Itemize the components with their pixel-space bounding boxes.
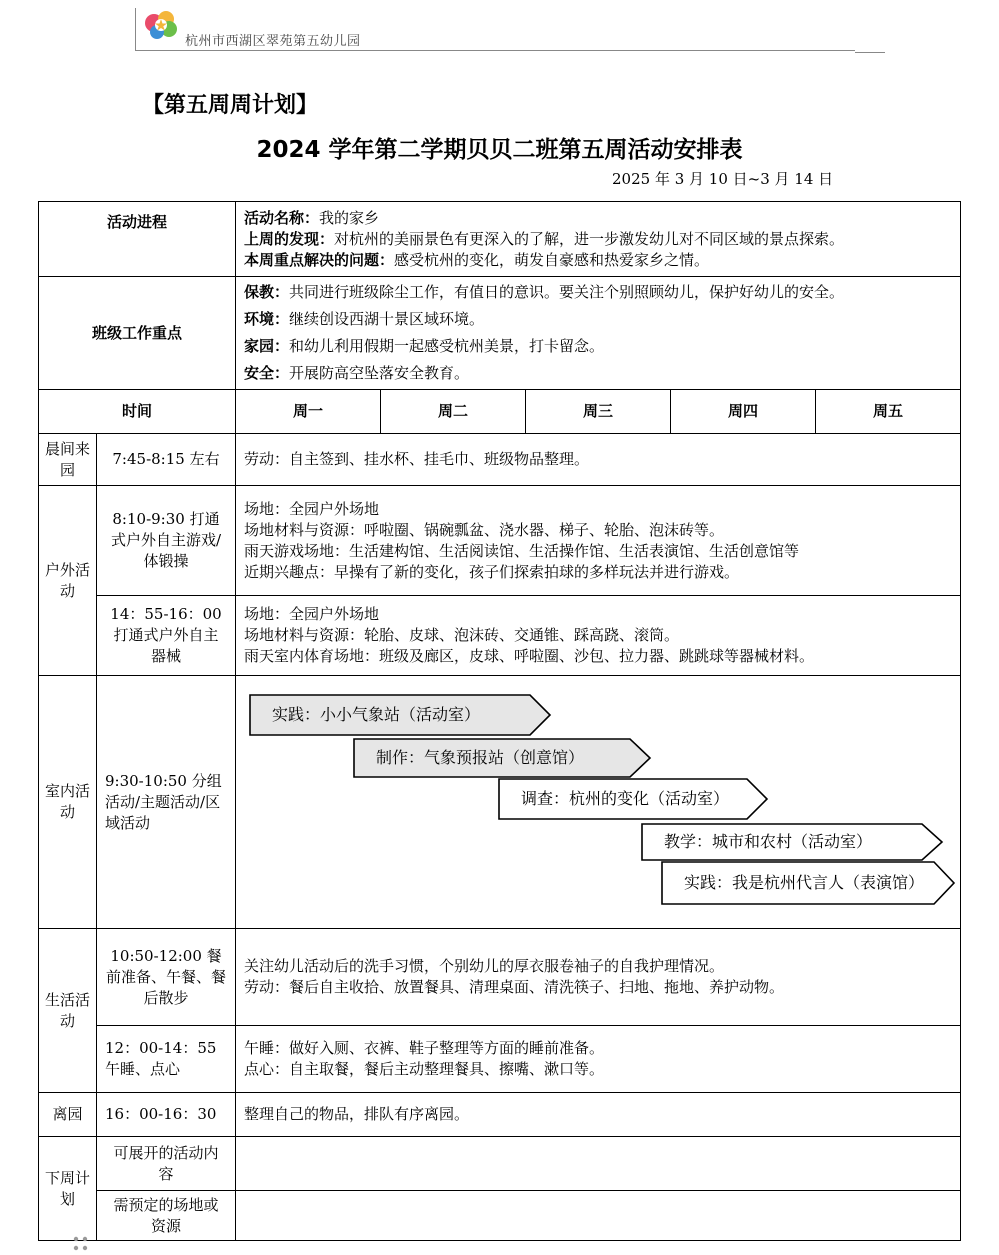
focus-key-safety: 安全： (244, 364, 290, 382)
leave-time: 16：00-16：30 (97, 1093, 236, 1137)
outdoor-line: 雨天室内体育场地：班级及廊区，皮球、呼啦圈、沙包、拉力器、跳跳球等器械材料。 (244, 647, 815, 665)
corner-dots-icon (73, 1236, 93, 1254)
work-focus-label: 班级工作重点 (39, 277, 236, 390)
activity-arrow-label-2: 制作：气象预报站（创意馆） (376, 748, 585, 767)
day-wed: 周三 (526, 390, 671, 434)
next-label-2: 需预定的场地或资源 (97, 1191, 236, 1241)
day-tue: 周二 (381, 390, 526, 434)
focus-problem-key: 本周重点解决的问题： (244, 250, 395, 269)
activity-arrow-flow (236, 677, 960, 927)
outdoor-content-1 (236, 486, 961, 596)
morning-cat: 晨间来园 (39, 434, 97, 486)
outdoor-line: 场地材料与资源：轮胎、皮球、泡沫砖、交通锥、踩高跷、滚筒。 (244, 626, 680, 644)
outdoor-line: 雨天游戏场地：生活建构馆、生活阅读馆、生活操作馆、生活表演馆、生活创意馆等 (244, 541, 800, 560)
activity-arrow-label-4: 教学：城市和农村（活动室） (664, 832, 873, 851)
indoor-row (39, 676, 961, 929)
outdoor-line: 场地：全园户外场地 (244, 605, 380, 623)
focus-key-home: 家园： (244, 337, 290, 355)
schedule-table (38, 201, 961, 1241)
focus-key-env: 环境： (244, 310, 290, 328)
school-name: 杭州市西湖区翠苑第五幼儿园 (185, 34, 361, 49)
life-cat: 生活活动 (39, 929, 97, 1093)
day-mon: 周一 (236, 390, 381, 434)
life-content-2 (236, 1026, 961, 1093)
outdoor-cat: 户外活动 (39, 486, 97, 676)
day-thu: 周四 (671, 390, 816, 434)
focus-value-home: 和幼儿利用假期一起感受杭州美景，打卡留念。 (289, 337, 605, 355)
focus-value-safety: 开展防高空坠落安全教育。 (289, 364, 470, 382)
outdoor-line: 近期兴趣点：早操有了新的变化，孩子们探索拍球的多样玩法并进行游戏。 (244, 562, 740, 581)
next-content-1 (236, 1137, 961, 1191)
next-content-2 (236, 1191, 961, 1241)
progress-content (236, 202, 961, 277)
morning-row (39, 434, 961, 486)
time-header: 时间 (39, 390, 236, 434)
leave-cat: 离园 (39, 1093, 97, 1137)
indoor-arrows-cell (236, 676, 961, 929)
life-content-1 (236, 929, 961, 1026)
activity-name-value: 我的家乡 (319, 208, 380, 227)
focus-value-env: 继续创设西湖十景区域环境。 (289, 310, 485, 328)
next-cat: 下周计划 (39, 1137, 97, 1241)
activity-name-key: 活动名称： (244, 208, 320, 227)
last-week-key: 上周的发现： (244, 229, 335, 248)
progress-label: 活动进程 (39, 202, 236, 277)
life-line: 点心：自主取餐，餐后主动整理餐具、擦嘴、漱口等。 (244, 1060, 605, 1078)
days-header-row (39, 390, 961, 434)
outdoor-time-2: 14：55-16：00 打通式户外自主器械 (97, 596, 236, 676)
outdoor-line: 场地：全园户外场地 (244, 499, 380, 518)
last-week-value: 对杭州的美丽景色有更深入的了解，进一步激发幼儿对不同区域的景点探索。 (334, 229, 845, 248)
page-title: 2024 学年第二学期贝贝二班第五周活动安排表 (256, 137, 743, 163)
life-line: 关注幼儿活动后的洗手习惯，个别幼儿的厚衣服卷袖子的自我护理情况。 (244, 957, 725, 975)
work-focus-row (39, 277, 961, 390)
next-row-1 (39, 1137, 961, 1191)
next-label-1: 可展开的活动内容 (97, 1137, 236, 1191)
indoor-cat: 室内活动 (39, 676, 97, 929)
morning-content: 劳动：自主签到、挂水杯、挂毛巾、班级物品整理。 (236, 434, 961, 486)
leave-content: 整理自己的物品，排队有序离园。 (236, 1093, 961, 1137)
life-line: 劳动：餐后自主收拾、放置餐具、清理桌面、清洗筷子、扫地、拖地、养护动物。 (244, 978, 785, 996)
life-row-2 (39, 1026, 961, 1093)
life-time-2: 12：00-14：55 午睡、点心 (97, 1026, 236, 1093)
morning-time: 7:45-8:15 左右 (97, 434, 236, 486)
focus-key-care: 保教： (244, 283, 290, 301)
outdoor-row-2 (39, 596, 961, 676)
outdoor-line: 场地材料与资源：呼啦圈、锅碗瓢盆、浇水器、梯子、轮胎、泡沫砖等。 (244, 520, 725, 539)
life-time-1: 10:50-12:00 餐前准备、午餐、餐后散步 (97, 929, 236, 1026)
focus-value-care: 共同进行班级除尘工作，有值日的意识。要关注个别照顾幼儿，保护好幼儿的安全。 (289, 283, 845, 301)
activity-arrow-label-5: 实践：我是杭州代言人（表演馆） (684, 873, 925, 892)
week-tag: 【第五周周计划】 (142, 93, 319, 118)
day-fri: 周五 (816, 390, 961, 434)
life-row-1 (39, 929, 961, 1026)
next-row-2 (39, 1191, 961, 1241)
school-logo-icon (142, 9, 180, 41)
date-range: 2025 年 3 月 10 日~3 月 14 日 (612, 170, 834, 188)
outdoor-content-2 (236, 596, 961, 676)
activity-arrow-label-3: 调查：杭州的变化（活动室） (521, 789, 730, 808)
activity-arrow-label-1: 实践：小小气象站（活动室） (272, 705, 481, 724)
outdoor-time-1: 8:10-9:30 打通式户外自主游戏/体锻操 (97, 486, 236, 596)
life-line: 午睡：做好入厕、衣裤、鞋子整理等方面的睡前准备。 (244, 1039, 605, 1057)
work-focus-content (236, 277, 961, 390)
progress-row (39, 202, 961, 277)
leave-row (39, 1093, 961, 1137)
indoor-time: 9:30-10:50 分组活动/主题活动/区域活动 (97, 676, 236, 929)
outdoor-row-1 (39, 486, 961, 596)
focus-problem-value: 感受杭州的变化，萌发自豪感和热爱家乡之情。 (394, 250, 710, 269)
